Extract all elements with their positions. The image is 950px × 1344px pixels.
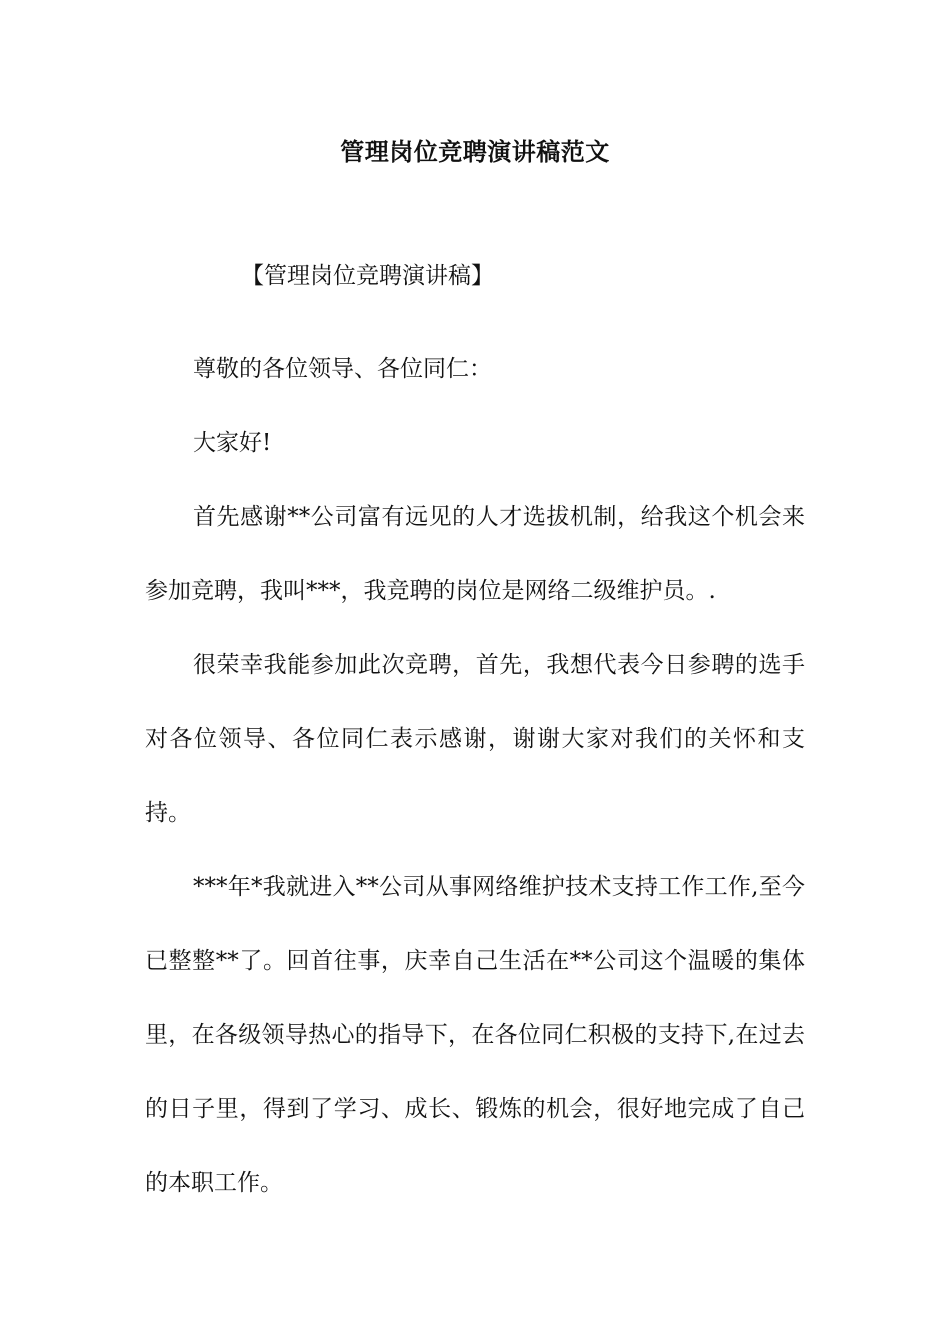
paragraph-thanks: 很荣幸我能参加此次竞聘，首先，我想代表今日参聘的选手对各位领导、各位同仁表示感谢，谢谢大家对我们的关怀和支持。 (145, 652, 805, 826)
paragraph-introduction: 首先感谢**公司富有远见的人才选拔机制，给我这个机会来参加竞聘，我叫***，我竞聘的岗位是网络二级维护员。. (145, 504, 805, 604)
paragraph-greeting: 大家好! (193, 430, 272, 456)
document-subtitle: 【管理岗位竞聘演讲稿】 (241, 263, 494, 289)
paragraph-salutation: 尊敬的各位领导、各位同仁： (193, 356, 492, 382)
paragraph-experience: ***年*我就进入**公司从事网络维护技术支持工作工作,至今已整整**了。回首往事，庆幸自己生活在**公司这个温暖的集体里，在各级领导热心的指导下，在各位同仁积极的支持下,在过去的日子里，得到了学习、成长、锻炼的机会，很好地完成了自己的本职工作。 (145, 874, 805, 1196)
document-body (145, 332, 805, 1220)
document-title: 管理岗位竞聘演讲稿范文 (340, 137, 610, 166)
